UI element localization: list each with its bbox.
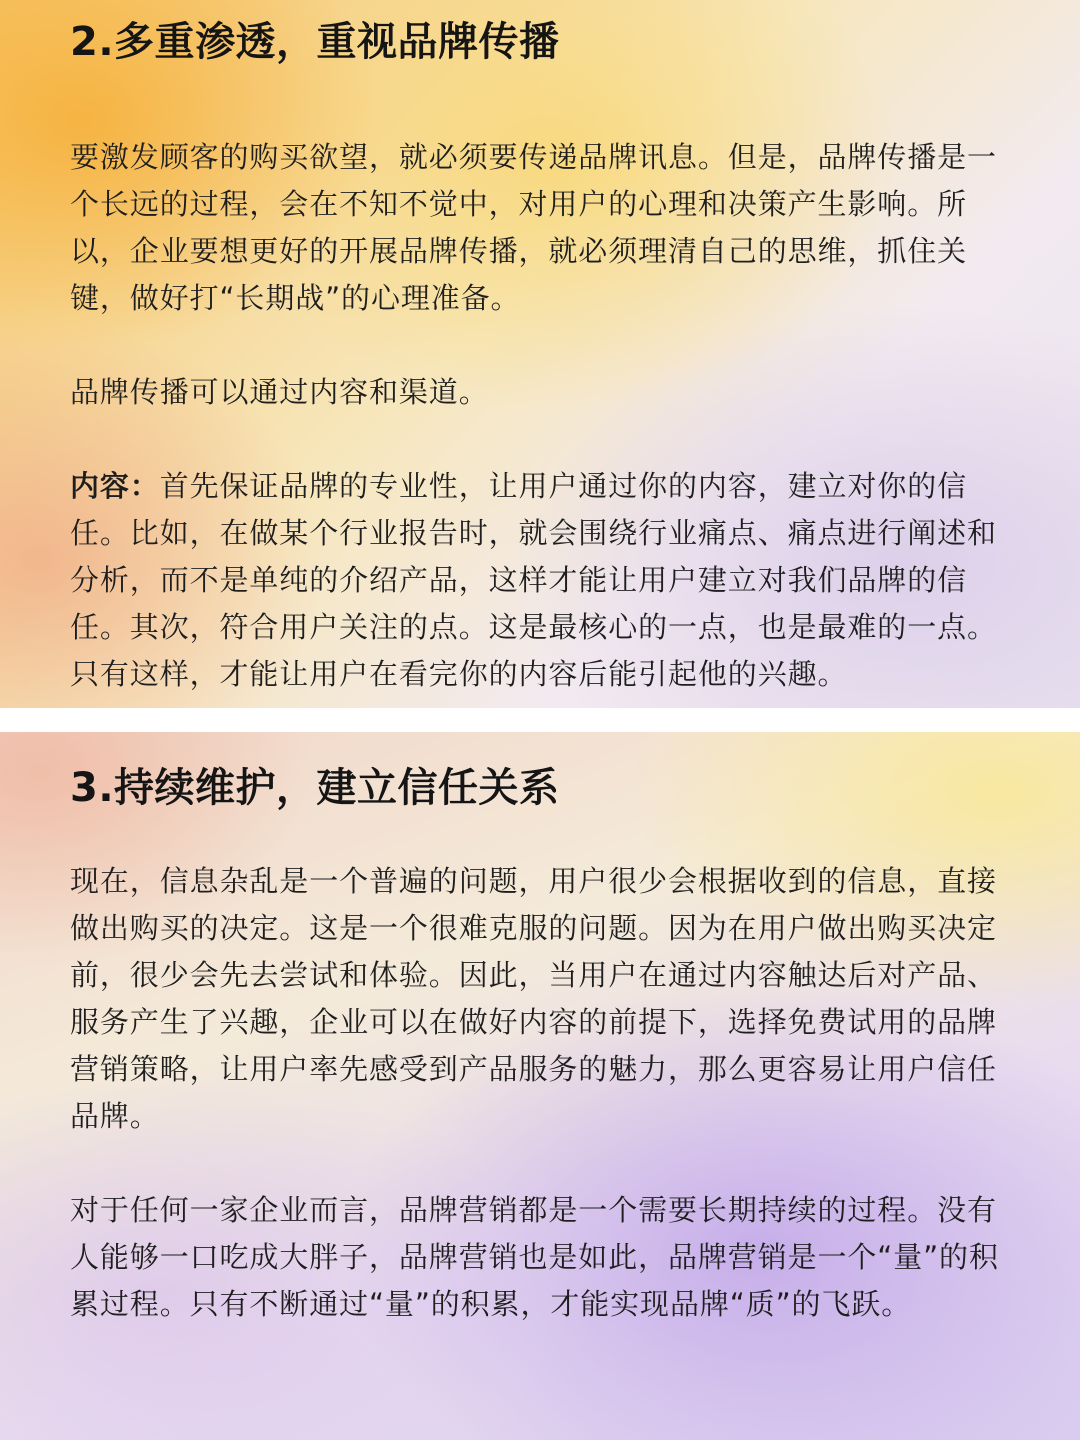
section-3-panel bbox=[0, 732, 1080, 1440]
section-2-paragraph-1: 要激发顾客的购买欲望，就必须要传递品牌讯息。但是，品牌传播是一个长远的过程，会在不知不觉中，对用户的心理和决策产生影响。所以，企业要想更好的开展品牌传播，就必须理清自己的思维，抓住关键，做好打“长期战”的心理准备。 bbox=[70, 140, 997, 315]
section-3-title: 3.持续维护，建立信任关系 bbox=[70, 765, 560, 811]
section-3-paragraph-1: 现在，信息杂乱是一个普遍的问题，用户很少会根据收到的信息，直接做出购买的决定。这是一个很难克服的问题。因为在用户做出购买决定前，很少会先去尝试和体验。因此，当用户在通过内容触达后对产品、服务产生了兴趣，企业可以在做好内容的前提下，选择免费试用的品牌营销策略，让用户率先感受到产品服务的魅力，那么更容易让用户信任品牌。 bbox=[70, 864, 997, 1133]
section-2-paragraph-3 bbox=[70, 463, 1012, 698]
section-2-paragraph-2: 品牌传播可以通过内容和渠道。 bbox=[70, 375, 489, 409]
section-2-title: 2.多重渗透，重视品牌传播 bbox=[70, 19, 560, 65]
section-3-paragraph-2: 对于任何一家企业而言，品牌营销都是一个需要长期持续的过程。没有人能够一口吃成大胖子，品牌营销也是如此，品牌营销是一个“量”的积累过程。只有不断通过“量”的积累，才能实现品牌“质”的飞跃。 bbox=[70, 1193, 999, 1321]
content-label: 内容： bbox=[70, 469, 160, 503]
section-divider bbox=[0, 708, 1080, 732]
section-2-panel bbox=[0, 0, 1080, 708]
content-body: 首先保证品牌的专业性，让用户通过你的内容，建立对你的信任。比如，在做某个行业报告时，就会围绕行业痛点、痛点进行阐述和分析，而不是单纯的介绍产品，这样才能让用户建立对我们品牌的信任。其次，符合用户关注的点。这是最核心的一点，也是最难的一点。只有这样，才能让用户在看完你的内容后能引起他的兴趣。 bbox=[70, 469, 997, 691]
